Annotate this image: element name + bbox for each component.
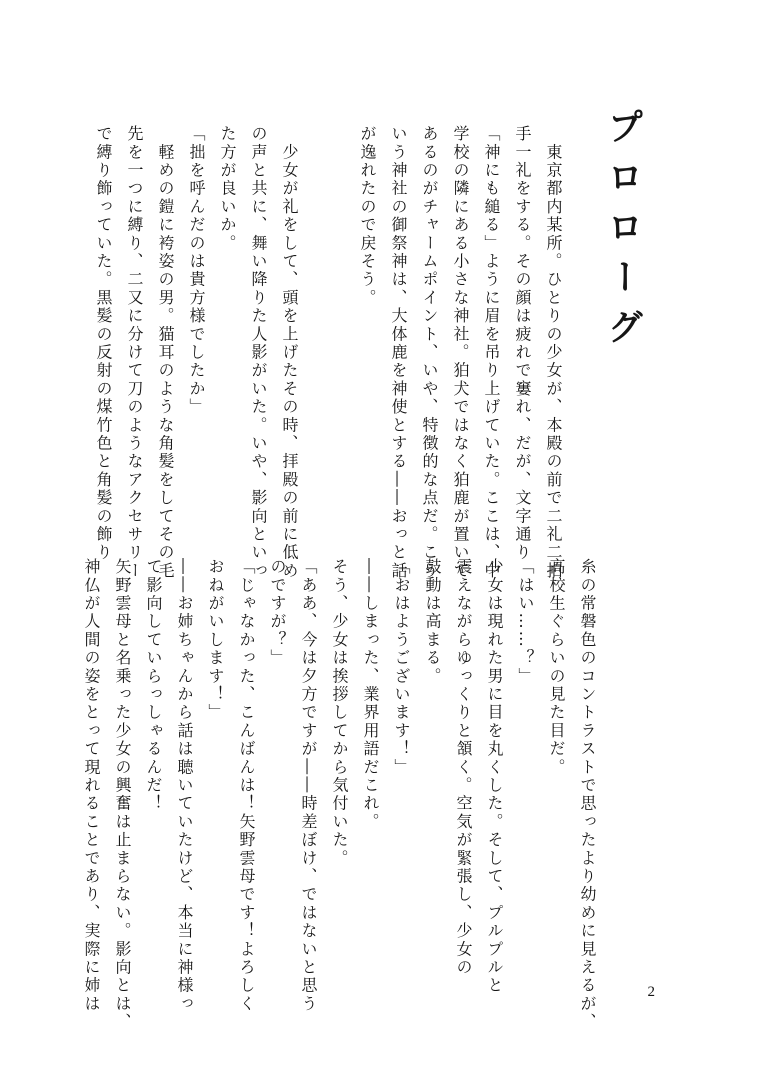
text-line: おねがいします！」 bbox=[206, 558, 225, 722]
text-line: 高校生ぐらいの見た目だ。 bbox=[547, 558, 566, 777]
text-line: 「神にも縋る」ように眉を吊り上げていた。ここは、中 bbox=[482, 125, 501, 580]
text-line-blank bbox=[321, 125, 352, 530]
text-line: 少女は現れた男に目を丸くした。そして、プルプルと bbox=[485, 558, 504, 995]
text-line: 先を一つに縛り、二又に分けて刀のようなアクセサリー bbox=[125, 125, 144, 580]
text-line: 鼓動は高まる。 bbox=[423, 558, 442, 686]
text-line: 矢野雲母と名乗った少女の興奮は止まらない。影向とは、 bbox=[113, 558, 132, 1032]
text-line: て影向していらっしゃるんだ！ bbox=[144, 558, 163, 813]
text-line: 「ああ、今は夕方ですが――時差ぼけ、ではないと思う bbox=[299, 558, 318, 1013]
text-line: いう神社の御祭神は、大体鹿を神使とする――おっと話 bbox=[389, 125, 408, 580]
text-line: 少女が礼をして、頭を上げたその時、拝殿の前に低め bbox=[280, 125, 299, 580]
text-line: 糸の常磐色のコントラストで思ったより幼めに見えるが、 bbox=[578, 558, 597, 1032]
text-line: ――お姉ちゃんから話は聴いていたけど、本当に神様っ bbox=[175, 558, 194, 1013]
text-line: ――しまった、業界用語だこれ。 bbox=[361, 558, 380, 831]
text-line: 震えながらゆっくりと頷く。空気が緊張し、少女の bbox=[454, 558, 473, 977]
text-line: の声と共に、舞い降りた人影がいた。いや、影向といっ bbox=[249, 125, 268, 580]
text-line: が逸れたので戻そう。 bbox=[358, 125, 377, 307]
text-line: た方が良いか。 bbox=[218, 125, 237, 253]
page-number: 2 bbox=[647, 984, 655, 1000]
text-line: 学校の隣にある小さな神社。狛犬ではなく狛鹿が置いて bbox=[451, 125, 470, 580]
text-line: 手一礼をする。その顔は疲れで窶れ、だが、文字通り bbox=[513, 125, 532, 562]
text-line: そう、少女は挨拶してから気付いた。 bbox=[330, 558, 349, 868]
text-line: 軽めの鎧に袴姿の男。猫耳のような角髪をしてその毛 bbox=[156, 125, 175, 580]
text-line: 「じゃなかった、こんばんは！矢野雲母です！よろしく bbox=[237, 558, 256, 1013]
text-line: で縛り飾っていた。黒髪の反射の煤竹色と角髪の飾り bbox=[94, 125, 113, 562]
text-line: 東京都内某所。ひとりの少女が、本殿の前で二礼二拍 bbox=[544, 125, 563, 580]
text-line: のですが？」 bbox=[268, 558, 287, 668]
text-line: 「拙を呼んだのは貴方様でしたか」 bbox=[187, 125, 206, 417]
chapter-title: プロローグ bbox=[602, 108, 644, 358]
text-line: 「おはようございます！」 bbox=[392, 558, 411, 777]
text-line: あるのがチャームポイント、いや、特徴的な点だ。こう bbox=[420, 125, 439, 580]
text-line: 神仏が人間の姿をとって現れることであり、実際に姉は bbox=[82, 558, 101, 1013]
text-line: 「はい……？」 bbox=[516, 558, 535, 686]
